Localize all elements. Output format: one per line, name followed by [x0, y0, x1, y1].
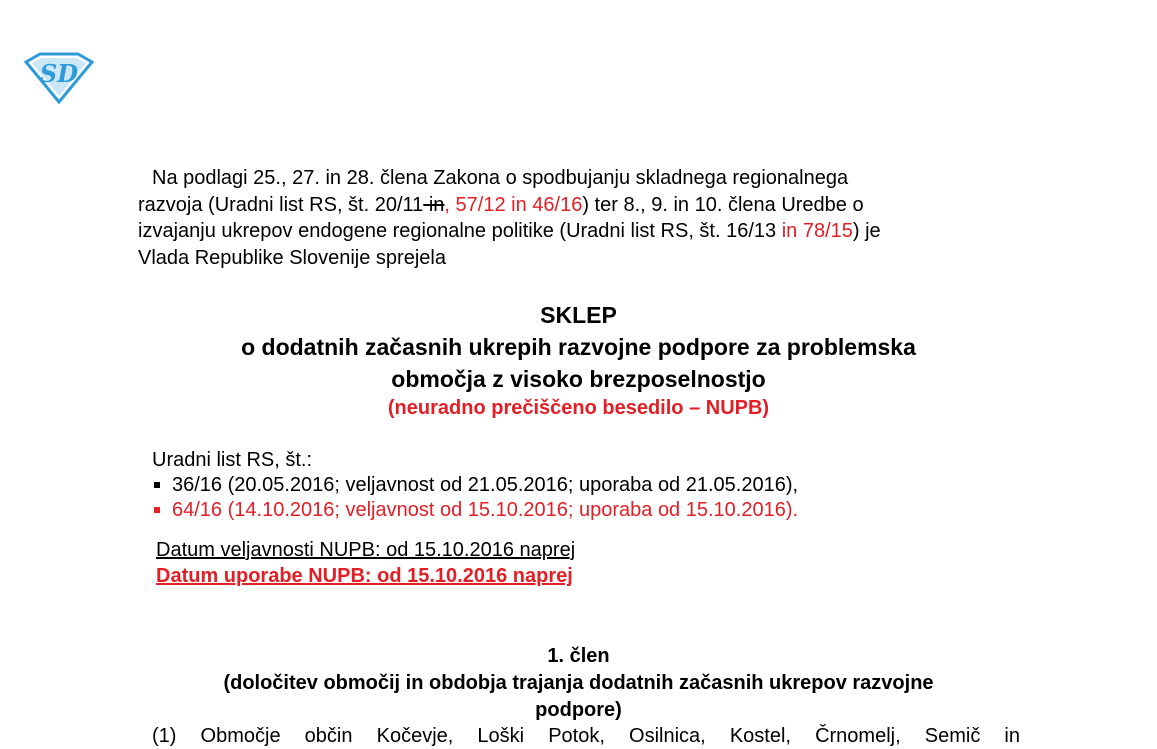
- intro-text: ) ter 8., 9. in 10. člena Uredbe o: [582, 193, 864, 216]
- bullet-icon: [154, 507, 160, 513]
- list-item-text: 64/16 (14.10.2016; veljavnost od 15.10.2016; uporaba od 15.10.2016).: [172, 499, 799, 521]
- sd-logo-icon: [22, 50, 96, 104]
- article-heading: 1. člen: [547, 645, 610, 667]
- nupb-note: (neuradno prečiščeno besedilo – NUPB): [387, 397, 770, 419]
- logo-text: SD: [39, 59, 79, 88]
- amended-text: , 57/12: [444, 193, 506, 216]
- article-subheading: [0, 670, 1157, 724]
- uradni-list-items: [152, 473, 798, 523]
- article-body: (1) Območje občin Kočevje, Loški Potok, Osilnica, Kostel, Črnomelj, Semič in: [152, 725, 1020, 747]
- article-subheading-line: (določitev območij in obdobja trajanja dodatnih začasnih ukrepov razvojne: [223, 672, 934, 694]
- intro-line: [138, 192, 1020, 219]
- article-subheading-line: podpore): [535, 699, 622, 721]
- subtitle-line: območja z visoko brezposelnostjo: [391, 366, 766, 392]
- intro-text: razvoja (Uradni list RS, št. 20/11: [138, 193, 424, 216]
- document-subtitle: [0, 331, 1157, 395]
- intro-line: [138, 218, 1020, 245]
- document-title: SKLEP: [540, 302, 617, 328]
- uradni-list-label: Uradni list RS, št.:: [152, 449, 313, 471]
- struck-text: in: [423, 193, 445, 216]
- intro-paragraph: [138, 165, 1020, 271]
- bullet-icon: [154, 482, 160, 488]
- amended-text: in 46/16: [505, 193, 583, 216]
- amended-text: in 78/15: [776, 220, 853, 242]
- intro-line: Vlada Republike Slovenije sprejela: [138, 246, 446, 269]
- subtitle-line: o dodatnih začasnih ukrepih razvojne podpore za problemska: [241, 334, 916, 360]
- intro-text: izvajanju ukrepov endogene regionalne politike (Uradni list RS, št. 16/13: [138, 220, 777, 242]
- list-item: [152, 473, 798, 498]
- datum-veljavnosti: Datum veljavnosti NUPB: od 15.10.2016 naprej: [156, 539, 576, 561]
- datum-uporabe: Datum uporabe NUPB: od 15.10.2016 naprej: [156, 565, 573, 587]
- list-item: [152, 498, 798, 523]
- intro-line: Na podlagi 25., 27. in 28. člena Zakona o spodbujanju skladnega regionalnega: [152, 167, 849, 189]
- intro-text: ) je: [852, 220, 881, 242]
- list-item-text: 36/16 (20.05.2016; veljavnost od 21.05.2016; uporaba od 21.05.2016),: [172, 474, 799, 496]
